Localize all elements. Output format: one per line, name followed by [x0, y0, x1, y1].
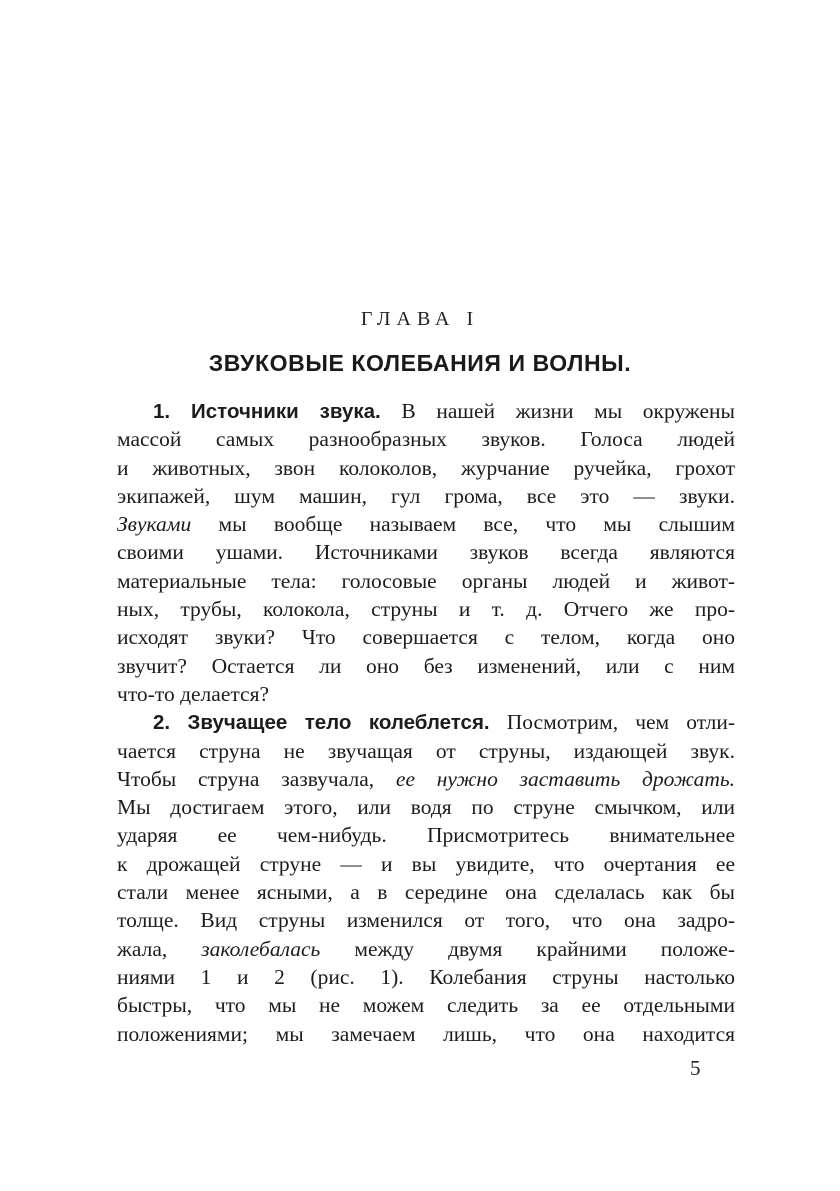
paragraph-line: своими ушами. Источниками звуков всегда являются [117, 540, 735, 565]
paragraph-line: материальные тела: голосовые органы людей и живот- [117, 568, 735, 593]
paragraph-line: к дрожащей струне — и вы увидите, что очертания ее [117, 851, 735, 876]
body-text [117, 397, 735, 1048]
paragraph-line: ниями 1 и 2 (рис. 1). Колебания струны настолько [117, 964, 735, 989]
page-number: 5 [690, 1056, 701, 1080]
italic-term: Звуками [117, 512, 192, 537]
section-heading: 1. Источники звука. [153, 400, 381, 423]
paragraph-line: ных, трубы, колокола, струны и т. д. Отчего же про- [117, 597, 735, 622]
paragraph-line: стали менее ясными, а в середине она сделалась как бы [117, 880, 735, 905]
paragraph-line: массой самых разнообразных звуков. Голоса людей [117, 427, 735, 452]
paragraph-line: Мы достигаем этого, или водя по струне смычком, или [117, 795, 735, 820]
paragraph-line [117, 397, 735, 425]
paragraph-line [117, 765, 735, 793]
paragraph-line: ударяя ее чем-нибудь. Присмотритесь внимательнее [117, 823, 735, 848]
text-segment: В нашей жизни мы окружены [401, 399, 735, 423]
paragraph-line [117, 510, 735, 538]
italic-phrase: ее нужно заставить дрожать. [395, 766, 736, 791]
chapter-title: ЗВУКОВЫЕ КОЛЕБАНИЯ И ВОЛНЫ. [208, 350, 632, 376]
text-segment: мы вообще называем все, что мы слышим [218, 512, 735, 537]
text-segment: Посмотрим, чем отли- [506, 710, 735, 735]
paragraph-line: исходят звуки? Что совершается с телом, когда оно [117, 625, 735, 650]
chapter-label: ГЛАВА I [360, 308, 480, 330]
paragraph-line: быстры, что мы не можем следить за ее отдельными [117, 993, 735, 1018]
section-heading: 2. Звучащее тело колеблется. [153, 711, 490, 735]
paragraph-line: чается струна не звучащая от струны, издающей звук. [117, 738, 735, 763]
paragraph-line: и животных, звон колоколов, журчание ручейка, грохот [117, 455, 735, 480]
text-segment: между двумя крайними положе- [354, 936, 735, 961]
paragraph-line: экипажей, шум машин, гул грома, все это — звуки. [117, 483, 735, 508]
paragraph-line [117, 708, 735, 736]
italic-word: заколебалась [201, 936, 321, 961]
paragraph-line: звучит? Остается ли оно без изменений, или с ним [117, 653, 735, 678]
text-segment: жала, [117, 936, 168, 961]
paragraph-line [117, 935, 735, 963]
paragraph-line: что-то делается? [117, 681, 270, 706]
paragraph-line: положениями; мы замечаем лишь, что она находится [117, 1021, 735, 1046]
text-segment: Чтобы струна зазвучала, [117, 766, 375, 791]
paragraph-line: толще. Вид струны изменился от того, что она задро- [117, 908, 735, 933]
